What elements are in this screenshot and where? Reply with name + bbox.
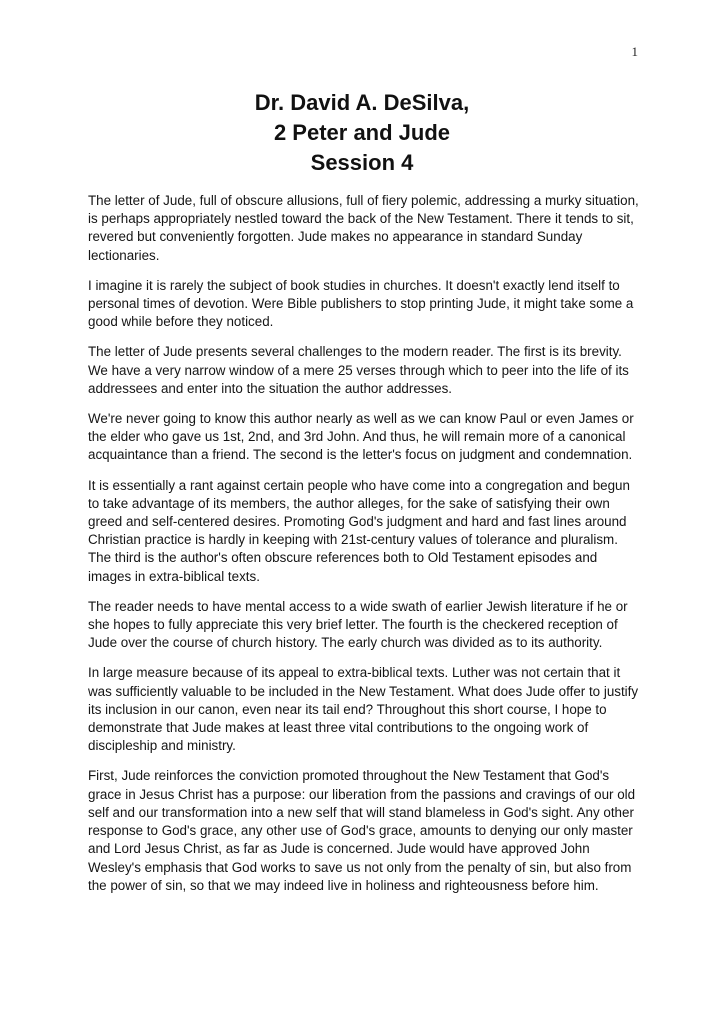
paragraph-3: The letter of Jude presents several challenges to the modern reader. The first is its brevity. We have a very narrow window of a mere 25 verses through which to peer into the life of its addressees and enter into the situation the author addresses.	[88, 344, 629, 396]
paragraph-7: In large measure because of its appeal to extra-biblical texts. Luther was not certain that it was sufficiently valuable to be included in the New Testament. What does Jude offer to justify its inclusion in our canon, even near its tail end? Throughout this short course, I hope to demonstrate that Jude makes at least three vital contributions to the ongoing work of discipleship and ministry.	[88, 665, 639, 754]
body-text	[88, 192, 644, 907]
document-title	[0, 88, 724, 178]
paragraph-2: I imagine it is rarely the subject of book studies in churches. It doesn't exactly lend itself to personal times of devotion. Were Bible publishers to stop printing Jude, it might take some a good while before they noticed.	[88, 277, 634, 330]
paragraph-4: We're never going to know this author nearly as well as we can know Paul or even James or the elder who gave us 1st, 2nd, and 3rd John. And thus, he will remain more of a canonical acquaintance than a friend. The second is the letter's focus on judgment and condemnation.	[88, 411, 634, 463]
paragraph-5: It is essentially a rant against certain people who have come into a congregation and begun to take advantage of its members, the author alleges, for the sake of satisfying their own greed and self-centered desires. Promoting God's judgment and hard and fast lines around Christian practice is hardly in keeping with 21st-century values of tolerance and pluralism. The third is the author's often obscure references both to Old Testament episodes and images in extra-biblical texts.	[88, 477, 630, 584]
title-author: Dr. David A. DeSilva,	[254, 90, 470, 115]
paragraph-6: The reader needs to have mental access to a wide swath of earlier Jewish literature if he or she hopes to fully appreciate this very brief letter. The fourth is the checkered reception of Jude over the course of church history. The early church was divided as to its authority.	[88, 598, 628, 651]
title-session: Session 4	[310, 150, 414, 175]
paragraph-1: The letter of Jude, full of obscure allusions, full of fiery polemic, addressing a murky situation, is perhaps appropriately nestled toward the back of the New Testament. There it tends to sit, revered but conveniently forgotten. Jude makes no appearance in standard Sunday lectionaries.	[88, 193, 639, 263]
page-number: 1	[631, 44, 638, 59]
paragraph-8: First, Jude reinforces the conviction promoted throughout the New Testament that God's grace in Jesus Christ has a purpose: our liberation from the passions and cravings of our old self and our transformation into a new self that will stand blameless in God's sight. Any other response to God's grace, any other use of God's grace, amounts to denying our only master and Lord Jesus Christ, as far as Jude is concerned. Jude would have approved John Wesley's emphasis that God works to save us not only from the penalty of sin, but also from the power of sin, so that we may indeed live in holiness and righteousness before him.	[88, 768, 636, 893]
title-course: 2 Peter and Jude	[273, 120, 451, 145]
